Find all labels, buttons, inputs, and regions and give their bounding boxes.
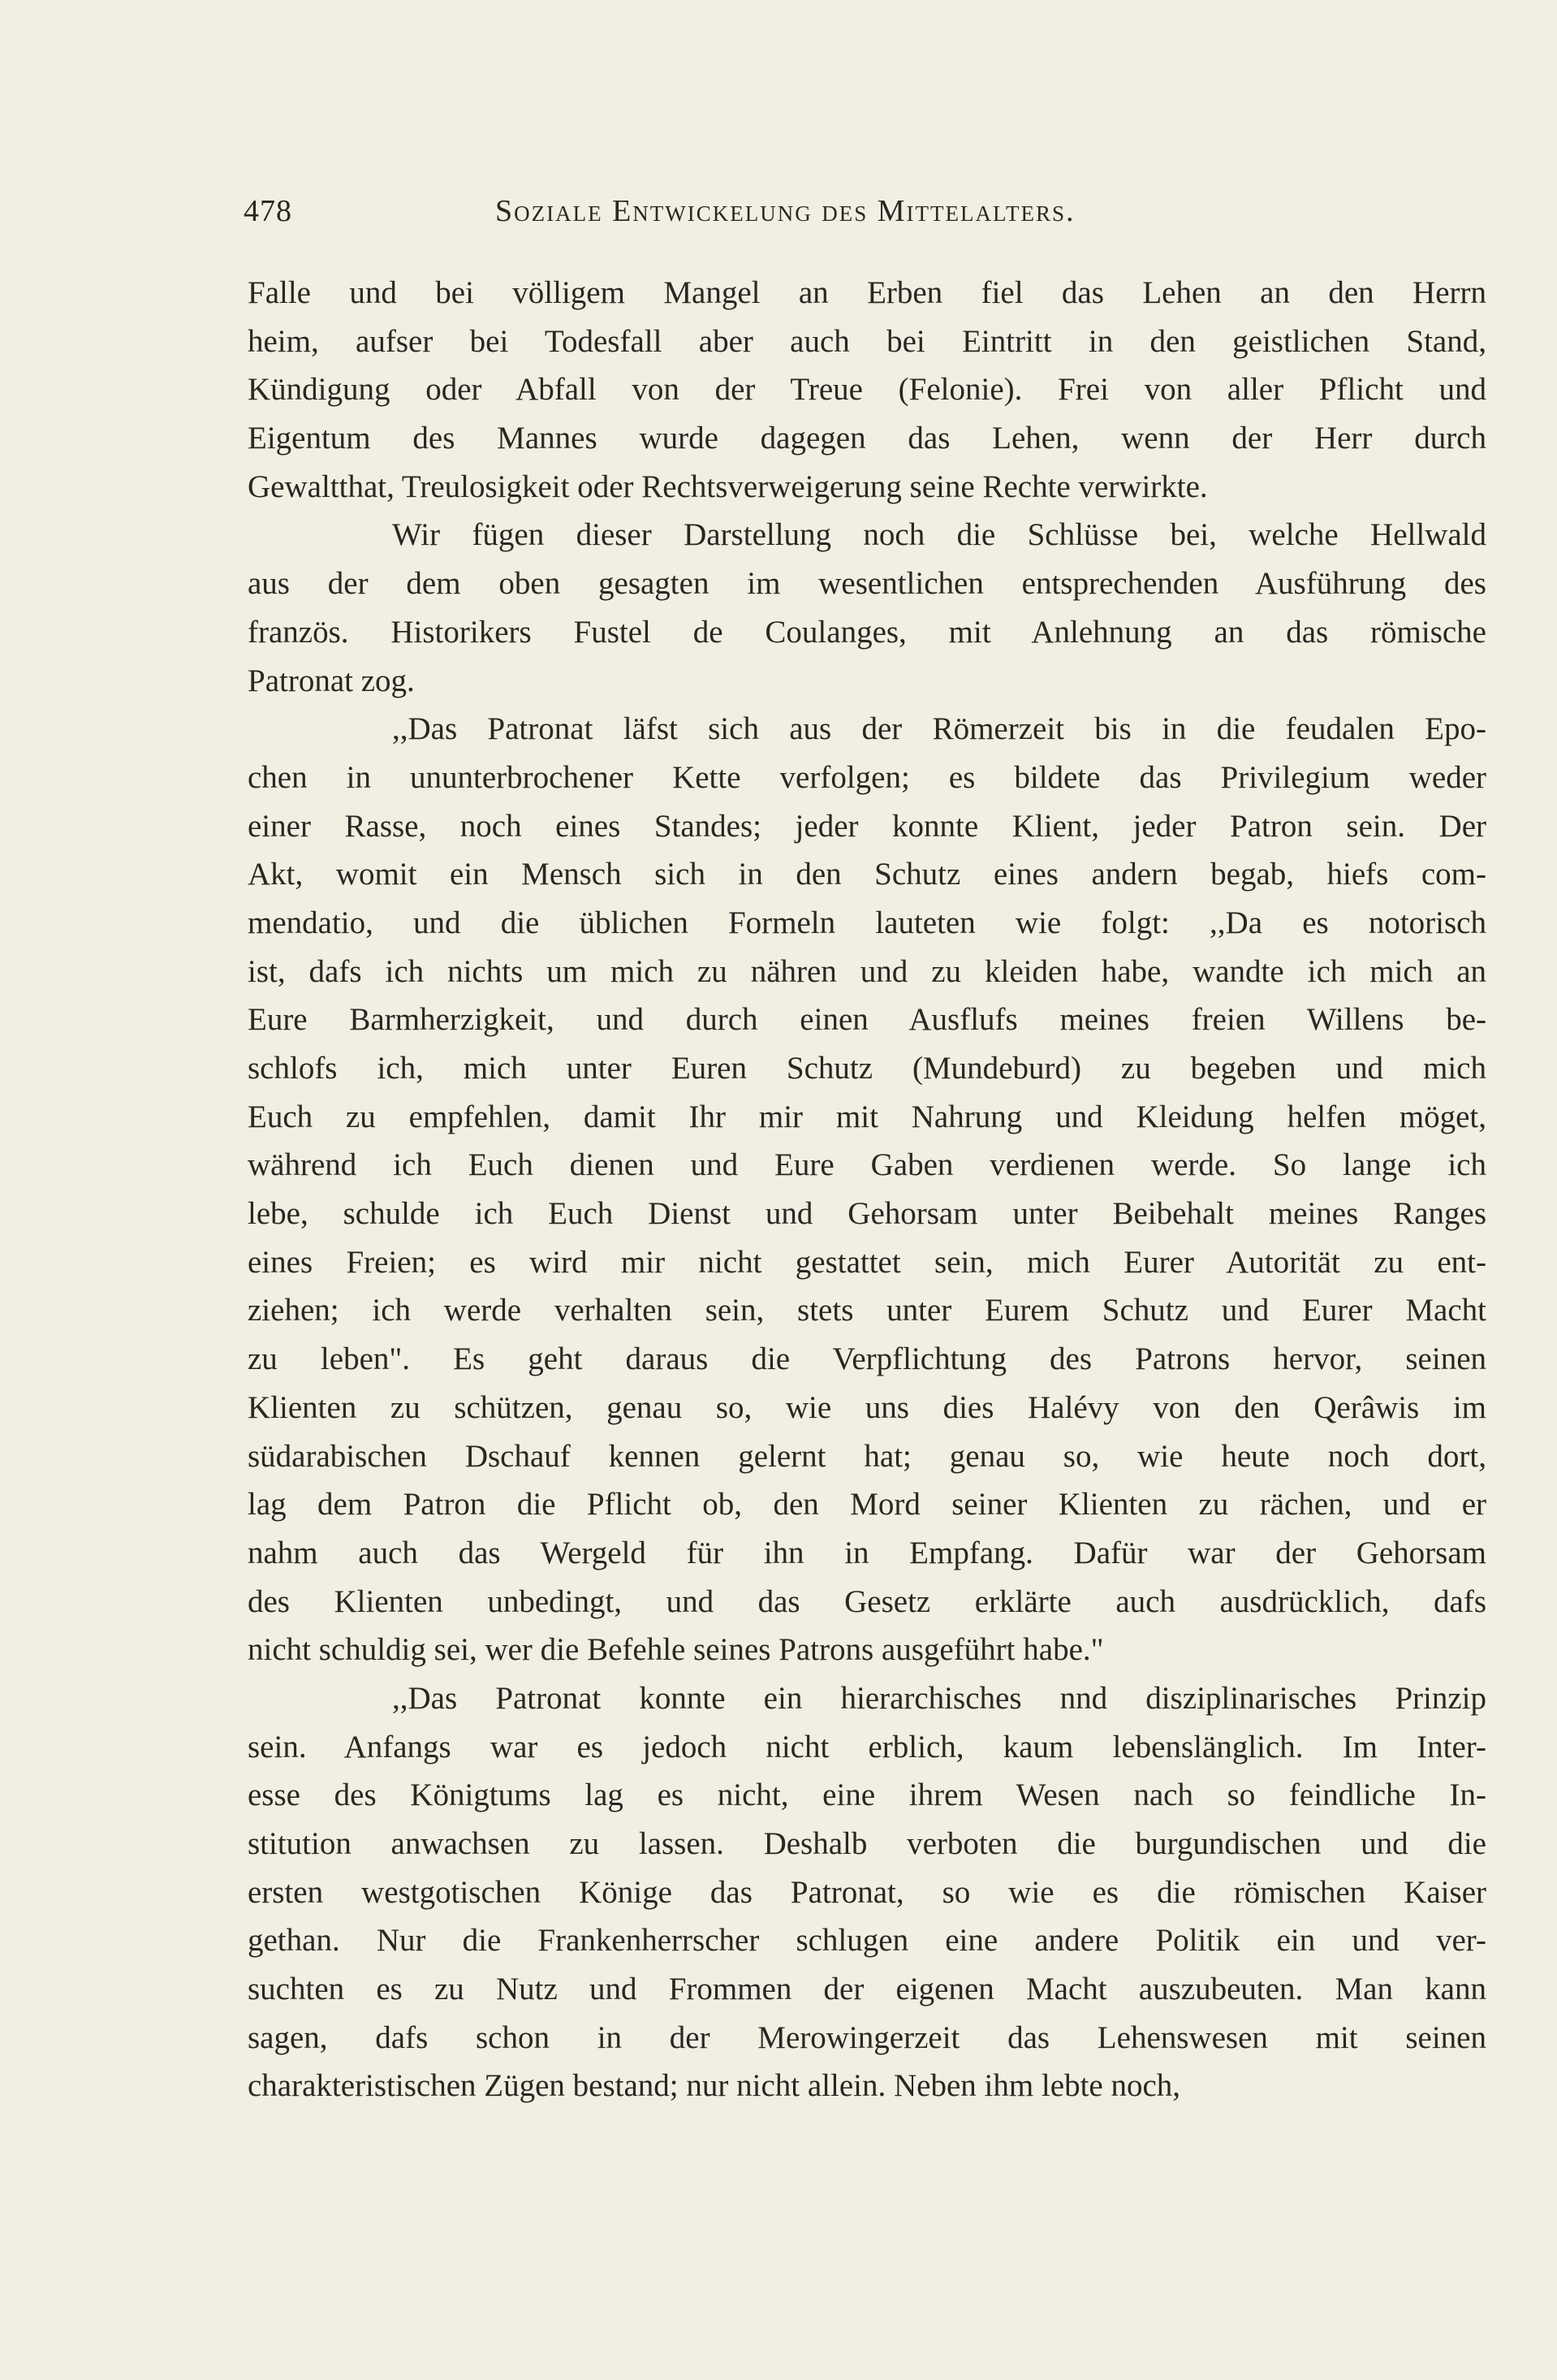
text-line: heim, aufser bei Todesfall aber auch bei Eintritt in den geistlichen Stand,	[248, 323, 1486, 359]
text-line: Wir fügen dieser Darstellung noch die Schlüsse bei, welche Hellwald	[392, 517, 1486, 553]
text-line: Akt, womit ein Mensch sich in den Schutz eines andern begab, hiefs com-	[248, 857, 1486, 892]
text-line: einer Rasse, noch eines Standes; jeder konnte Klient, jeder Patron sein. Der	[248, 808, 1486, 844]
text-line: stitution anwachsen zu lassen. Deshalb verboten die burgundischen und die	[248, 1826, 1486, 1861]
text-line: ,,Das Patronat konnte ein hierarchisches nnd disziplinarisches Prinzip	[392, 1680, 1486, 1716]
text-line: ersten westgotischen Könige das Patronat, so wie es die römischen Kaiser	[248, 1874, 1486, 1910]
text-line: eines Freien; es wird mir nicht gestattet sein, mich Eurer Autorität zu ent-	[248, 1244, 1486, 1280]
text-line: Euch zu empfehlen, damit Ihr mir mit Nahrung und Kleidung helfen möget,	[248, 1099, 1486, 1134]
text-line: zu leben". Es geht daraus die Verpflichtung des Patrons hervor, seinen	[248, 1341, 1486, 1377]
paragraph	[248, 1674, 1486, 2110]
text-line: französ. Historikers Fustel de Coulanges, mit Anlehnung an das römische	[248, 614, 1486, 650]
running-title: Soziale Entwickelung des Mittelalters.	[495, 194, 1076, 228]
text-line: des Klienten unbedingt, und das Gesetz erklärte auch ausdrücklich, dafs	[248, 1583, 1486, 1619]
text-line: Eure Barmherzigkeit, und durch einen Ausflufs meines freien Willens be-	[248, 1002, 1486, 1038]
body-text	[248, 269, 1486, 2110]
text-line: gethan. Nur die Frankenherrscher schlugen eine andere Politik ein und ver-	[248, 1923, 1486, 1959]
text-line: Falle und bei völligem Mangel an Erben fiel das Lehen an den Herrn	[248, 275, 1486, 310]
text-line: charakteristischen Zügen bestand; nur nicht allein. Neben ihm lebte noch,	[248, 2068, 1181, 2104]
text-line: Patronat zog.	[248, 663, 415, 698]
text-line: sein. Anfangs war es jedoch nicht erblich, kaum lebenslänglich. Im Inter-	[248, 1729, 1486, 1764]
text-line: Eigentum des Mannes wurde dagegen das Lehen, wenn der Herr durch	[248, 421, 1486, 456]
text-line: mendatio, und die üblichen Formeln lauteten wie folgt: ,,Da es notorisch	[248, 905, 1486, 940]
text-line: lebe, schulde ich Euch Dienst und Gehorsam unter Beibehalt meines Ranges	[248, 1196, 1486, 1232]
text-line: suchten es zu Nutz und Frommen der eigenen Macht auszubeuten. Man kann	[248, 1972, 1486, 2007]
text-line: aus der dem oben gesagten im wesentlichen entsprechenden Ausführung des	[248, 566, 1486, 602]
paragraph	[248, 269, 1486, 511]
text-line: chen in ununterbrochener Kette verfolgen; es bildete das Privilegium weder	[248, 759, 1486, 795]
paragraph	[248, 705, 1486, 1674]
page-number: 478	[244, 194, 292, 228]
text-line: Klienten zu schützen, genau so, wie uns dies Halévy von den Qerâwis im	[248, 1389, 1486, 1425]
text-line: ziehen; ich werde verhalten sein, stets unter Eurem Schutz und Eurer Macht	[248, 1293, 1486, 1328]
text-line: südarabischen Dschauf kennen gelernt hat; genau so, wie heute noch dort,	[248, 1438, 1486, 1474]
paragraph	[248, 511, 1486, 705]
text-line: nahm auch das Wergeld für ihn in Empfang. Dafür war der Gehorsam	[248, 1535, 1486, 1570]
text-line: Gewaltthat, Treulosigkeit oder Rechtsverweigerung seine Rechte verwirkte.	[248, 469, 1208, 504]
text-line: nicht schuldig sei, wer die Befehle seines Patrons ausgeführt habe."	[248, 1632, 1104, 1668]
text-line: esse des Königtums lag es nicht, eine ihrem Wesen nach so feindliche In-	[248, 1777, 1486, 1813]
text-line: lag dem Patron die Pflicht ob, den Mord seiner Klienten zu rächen, und er	[248, 1487, 1486, 1523]
text-line: ,,Das Patronat läfst sich aus der Römerzeit bis in die feudalen Epo-	[392, 711, 1486, 747]
text-line: ist, dafs ich nichts um mich zu nähren und zu kleiden habe, wandte ich mich an	[248, 953, 1486, 989]
page-header	[244, 193, 1266, 242]
text-line: während ich Euch dienen und Eure Gaben verdienen werde. So lange ich	[248, 1147, 1486, 1183]
text-line: Kündigung oder Abfall von der Treue (Felonie). Frei von aller Pflicht und	[248, 372, 1486, 408]
text-line: schlofs ich, mich unter Euren Schutz (Mundeburd) zu begeben und mich	[248, 1051, 1486, 1086]
text-line: sagen, dafs schon in der Merowingerzeit das Lehenswesen mit seinen	[248, 2019, 1486, 2055]
